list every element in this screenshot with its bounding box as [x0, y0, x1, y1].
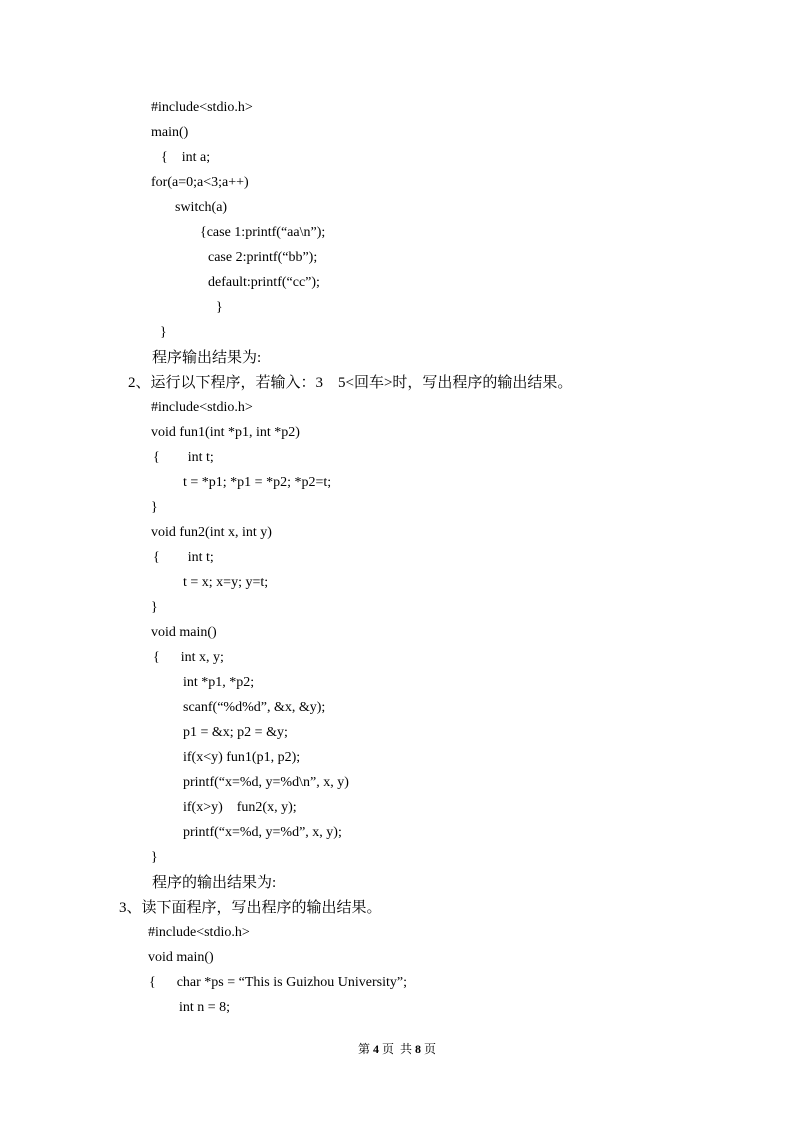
code-line: { int t;: [153, 450, 214, 465]
footer-middle: 页 共: [378, 1042, 415, 1056]
code-line: main(): [151, 125, 189, 140]
footer-prefix: 第: [357, 1042, 373, 1056]
code-line: void fun2(int x, int y): [151, 525, 272, 540]
answer-prompt: 程序输出结果为:: [152, 350, 262, 366]
footer-suffix: 页: [421, 1042, 437, 1056]
code-line: void fun1(int *p1, int *p2): [151, 425, 300, 440]
total-page-number: 8: [415, 1042, 421, 1056]
code-line: t = *p1; *p1 = *p2; *p2=t;: [183, 475, 332, 490]
code-line: scanf(“%d%d”, &x, &y);: [183, 700, 326, 715]
code-line: #include<stdio.h>: [148, 925, 250, 940]
code-line: default:printf(“cc”);: [208, 275, 320, 290]
code-line: { int a;: [161, 150, 211, 165]
code-line: { int x, y;: [153, 650, 224, 665]
code-line: }: [160, 325, 167, 340]
code-line: if(x<y) fun1(p1, p2);: [183, 750, 301, 765]
code-line: void main(): [151, 625, 217, 640]
code-line: switch(a): [175, 200, 228, 215]
code-line: int n = 8;: [179, 1000, 231, 1015]
code-line: int *p1, *p2;: [183, 675, 255, 690]
code-line: {case 1:printf(“aa\n”);: [200, 225, 326, 240]
question-heading: 2、运行以下程序，若输入：3 5<回车>时，写出程序的输出结果。: [128, 375, 573, 391]
question-heading: 3、读下面程序，写出程序的输出结果。: [119, 900, 382, 916]
code-line: case 2:printf(“bb”);: [208, 250, 318, 265]
page-footer: [0, 1041, 794, 1057]
code-line: #include<stdio.h>: [151, 100, 253, 115]
code-line: if(x>y) fun2(x, y);: [183, 800, 297, 815]
answer-prompt: 程序的输出结果为:: [152, 875, 277, 891]
code-line: printf(“x=%d, y=%d”, x, y);: [183, 825, 342, 840]
code-line: printf(“x=%d, y=%d\n”, x, y): [183, 775, 349, 790]
code-line: void main(): [148, 950, 214, 965]
code-line: #include<stdio.h>: [151, 400, 253, 415]
code-line: }: [151, 600, 158, 615]
code-line: }: [151, 500, 158, 515]
code-line: }: [216, 300, 223, 315]
code-line: { char *ps = “This is Guizhou University”;: [149, 975, 408, 990]
code-line: p1 = &x; p2 = &y;: [183, 725, 288, 740]
code-line: { int t;: [153, 550, 214, 565]
current-page-number: 4: [372, 1042, 379, 1056]
code-line: }: [151, 850, 158, 865]
code-line: for(a=0;a<3;a++): [151, 175, 249, 190]
code-line: t = x; x=y; y=t;: [183, 575, 269, 590]
